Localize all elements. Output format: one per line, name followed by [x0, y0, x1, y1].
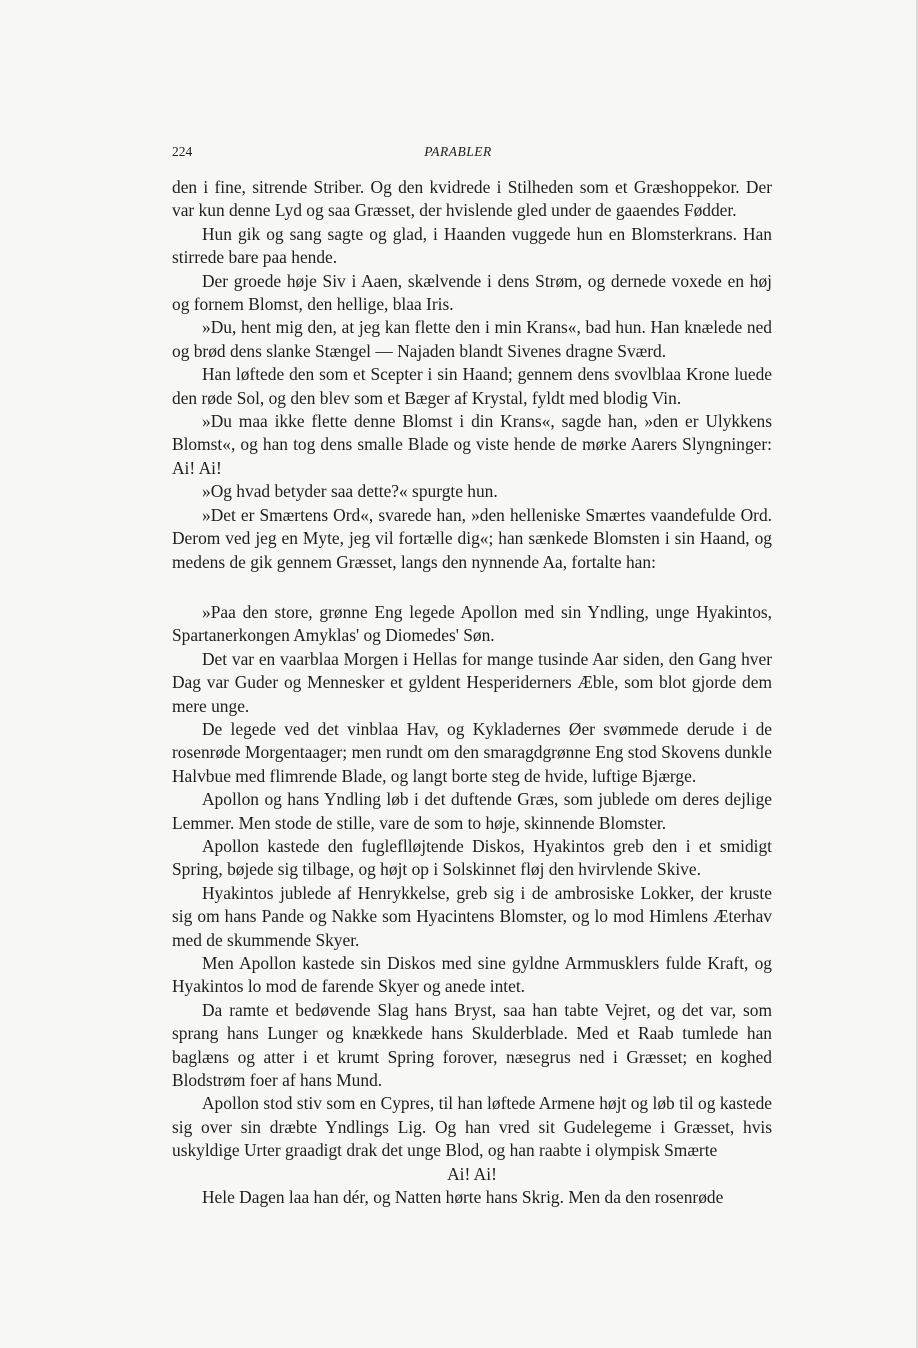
- paragraph: Hele Dagen laa han dér, og Natten hørte hans Skrig. Men da den rosenrøde: [202, 1187, 724, 1208]
- paragraph: »Det er Smærtens Ord«, svarede han, »den helleniske Smærtes vaandefulde Ord. Derom ved jeg en Myte, jeg vil fortælle dig«; han sænkede Blomsten i sin Haand, og medens de gik gennem Græsset, langs den nynnende Aa, fortalte han:: [172, 504, 772, 572]
- paragraph: Hun gik og sang sagte og glad, i Haanden vuggede hun en Blomsterkrans. Han stirrede bare paa hende.: [172, 223, 772, 268]
- paragraph: Hyakintos jublede af Henrykkelse, greb sig i de ambrosiske Lokker, der kruste sig om hans Pande og Nakke som Hyacintens Blomster, og lo mod Himlens Æterhav med de skummende Skyer.: [172, 882, 772, 950]
- paragraph: den i fine, sitrende Striber. Og den kvidrede i Stilheden som et Græshoppekor. Der var kun denne Lyd og saa Græsset, der hvislende gled under de gaaendes Fødder.: [172, 177, 772, 221]
- page-header: [172, 144, 744, 168]
- paragraph: Apollon og hans Yndling løb i det duftende Græs, som jublede om deres dejlige Lemmer. Men stode de stille, vare de som to høje, skinnende Blomster.: [172, 789, 772, 833]
- paragraph: Men Apollon kastede sin Diskos med sine gyldne Armmusklers fulde Kraft, og Hyakintos lo mod de farende Skyer og anede intet.: [172, 953, 772, 997]
- paragraph: De legede ved det vinblaa Hav, og Kykladernes Øer svømmede derude i de rosenrøde Morgentaager; men rundt om den smaragdgrønne Eng stod Skovens dunkle Halvbue med flimrende Blade, og langt borte steg de hvide, luftige Bjærge.: [172, 718, 772, 786]
- paragraph: Han løftede den som et Scepter i sin Haand; gennem dens svovlblaa Krone luede den røde Sol, og den blev som et Bæger af Krystal, fyldt med blodig Vin.: [172, 364, 772, 408]
- body-text: [172, 176, 772, 1209]
- paragraph: »Og hvad betyder saa dette?« spurgte hun.: [202, 481, 498, 502]
- paragraph: Der groede høje Siv i Aaen, skælvende i dens Strøm, og dernede voxede en høj og fornem Blomst, den hellige, blaa Iris.: [172, 270, 772, 315]
- paragraph: Da ramte et bedøvende Slag hans Bryst, saa han tabte Vejret, og det var, som sprang hans Lunger og knækkede hans Skulderblade. Med et Raab tumlede han baglæns og atter i et krumt Spring forover, næsegrus ned i Græsset; en koghed Blodstrøm foer af hans Mund.: [172, 999, 772, 1091]
- paragraph: »Paa den store, grønne Eng legede Apollon med sin Yndling, unge Hyakintos, Spartanerkongen Amyklas' og Diomedes' Søn.: [172, 601, 772, 646]
- paragraph: Apollon stod stiv som en Cypres, til han løftede Armene højt og løb til og kastede sig over sin dræbte Yndlings Lig. Og han vred sit Gudelegeme i Græsset, hvis uskyldige Urter graadigt drak det unge Blod, og han raabte i olympisk Smærte: [172, 1093, 772, 1161]
- running-title: PARABLER: [424, 144, 492, 159]
- paragraph: Det var en vaarblaa Morgen i Hellas for mange tusinde Aar siden, den Gang hver Dag var Guder og Mennesker et gyldent Hesperiderners Æble, som blot gjorde dem mere unge.: [172, 648, 772, 716]
- paragraph: »Du, hent mig den, at jeg kan flette den i min Krans«, bad hun. Han knælede ned og brød dens slanke Stængel — Najaden blandt Sivenes dragne Sværd.: [172, 317, 772, 361]
- paragraph: »Du maa ikke flette denne Blomst i din Krans«, sagde han, »den er Ulykkens Blomst«, og han tog dens smalle Blade og viste hende de mørke Aarers Slyngninger: Ai! Ai!: [172, 411, 772, 478]
- exclamation-line: Ai! Ai!: [447, 1163, 497, 1184]
- page-number: 224: [172, 144, 193, 159]
- paragraph: Apollon kastede den fugleflløjtende Diskos, Hyakintos greb den i et smidigt Spring, bøjede sig tilbage, og højt op i Solskinnet fløj den hvirvlende Skive.: [172, 835, 772, 880]
